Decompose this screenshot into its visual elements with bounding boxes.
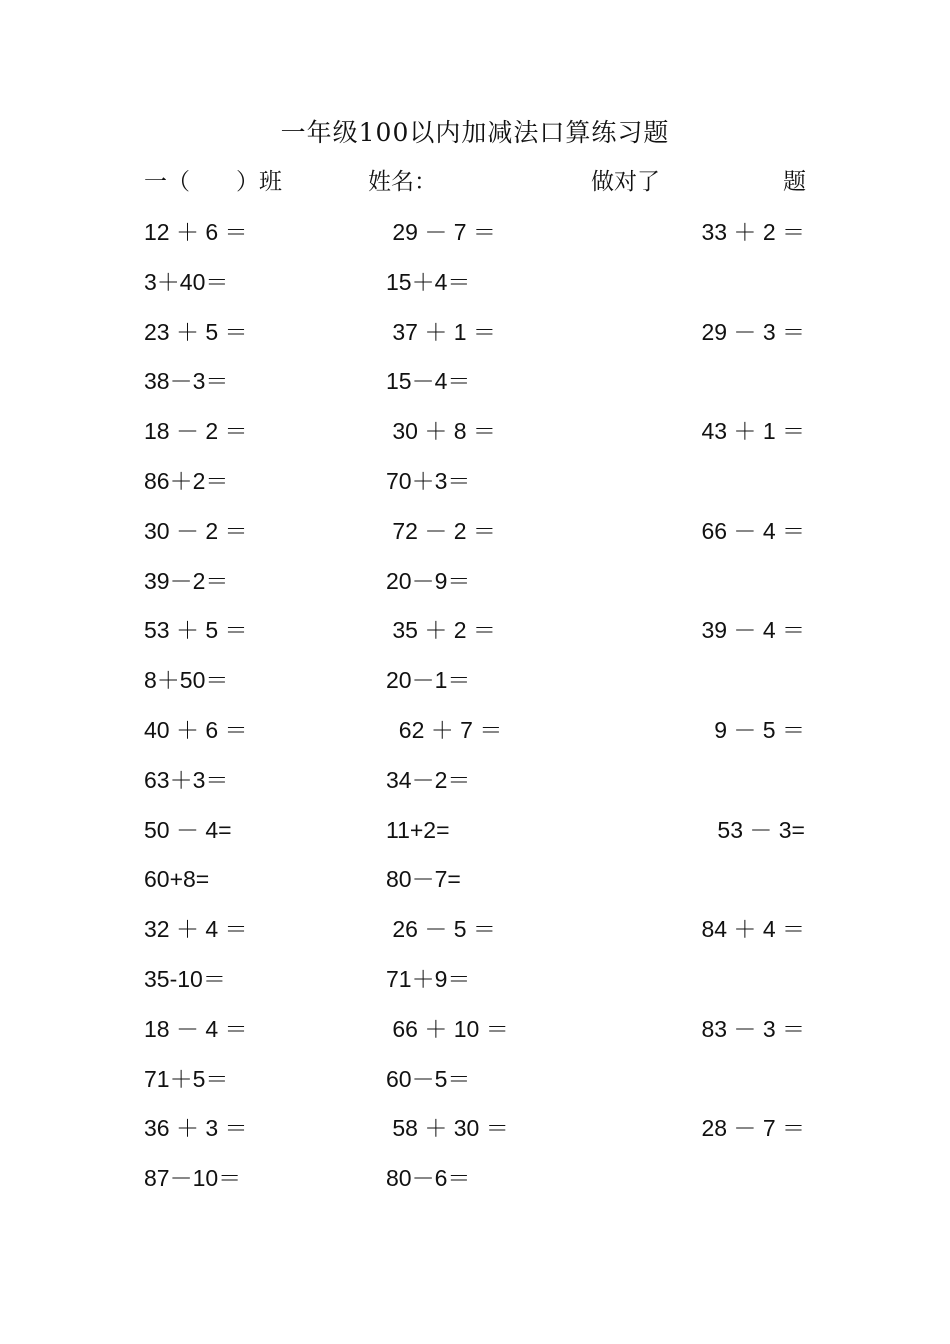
problem-c1: 30 － 2 ＝ (144, 518, 248, 544)
problem-c3: 43 ＋ 1 ＝ (701, 418, 805, 444)
problem-c1: 38－3＝ (144, 368, 229, 394)
problem-c2: 72 － 2 ＝ (386, 518, 496, 544)
problem-c3: 66 － 4 ＝ (701, 518, 805, 544)
problem-c3: 83 － 3 ＝ (701, 1016, 805, 1042)
worksheet-title: 一年级100以内加减法口算练习题 (280, 118, 670, 147)
problem-c1: 23 ＋ 5 ＝ (144, 319, 248, 345)
problem-c2: 35 ＋ 2 ＝ (386, 617, 496, 643)
problem-c3: 39 － 4 ＝ (701, 617, 805, 643)
problem-c1: 35-10＝ (144, 966, 226, 992)
problem-c2: 20－9＝ (386, 568, 471, 594)
class-label: 一（ ）班 (144, 169, 282, 195)
problem-c1: 12 ＋ 6 ＝ (144, 219, 248, 245)
problem-c1: 39－2＝ (144, 568, 229, 594)
problem-c2: 29 － 7 ＝ (386, 219, 496, 245)
problem-c1: 8＋50＝ (144, 667, 229, 693)
problem-c1: 36 ＋ 3 ＝ (144, 1115, 248, 1141)
problem-c2: 62 ＋ 7 ＝ (386, 717, 503, 743)
problem-c1: 60+8= (144, 866, 210, 892)
problem-c2: 66 ＋ 10 ＝ (386, 1016, 509, 1042)
problem-c2: 11+2= (386, 817, 450, 843)
problem-c2: 15－4＝ (386, 368, 471, 394)
problem-c3: 84 ＋ 4 ＝ (701, 916, 805, 942)
problem-c2: 60－5＝ (386, 1066, 471, 1092)
correct-count-label: 做对了 (591, 169, 660, 195)
problem-c2: 20－1＝ (386, 667, 471, 693)
problem-c1: 3＋40＝ (144, 269, 229, 295)
questions-label: 题 (783, 169, 806, 195)
problem-c1: 87－10＝ (144, 1165, 242, 1191)
problem-c3: 29 － 3 ＝ (701, 319, 805, 345)
problem-c3: 9 － 5 ＝ (714, 717, 805, 743)
problem-c2: 70＋3＝ (386, 468, 471, 494)
problem-c2: 80－7= (386, 866, 461, 892)
problem-c1: 32 ＋ 4 ＝ (144, 916, 248, 942)
problem-c2: 58 ＋ 30 ＝ (386, 1115, 509, 1141)
problem-c2: 37 ＋ 1 ＝ (386, 319, 496, 345)
problem-c1: 86＋2＝ (144, 468, 229, 494)
problem-c3: 28 － 7 ＝ (701, 1115, 805, 1141)
problem-c2: 80－6＝ (386, 1165, 471, 1191)
problem-c1: 71＋5＝ (144, 1066, 229, 1092)
problem-c2: 71＋9＝ (386, 966, 471, 992)
problem-c2: 15＋4＝ (386, 269, 471, 295)
problem-c3: 53 － 3= (717, 817, 805, 843)
problem-c1: 63＋3＝ (144, 767, 229, 793)
problem-c1: 18 － 4 ＝ (144, 1016, 248, 1042)
problem-c1: 50 － 4= (144, 817, 232, 843)
problem-c1: 18 － 2 ＝ (144, 418, 248, 444)
problem-c2: 26 － 5 ＝ (386, 916, 496, 942)
problem-c3: 33 ＋ 2 ＝ (701, 219, 805, 245)
name-label: 姓名： (368, 169, 437, 195)
problem-c2: 34－2＝ (386, 767, 471, 793)
problem-c2: 30 ＋ 8 ＝ (386, 418, 496, 444)
problem-c1: 40 ＋ 6 ＝ (144, 717, 248, 743)
problem-c1: 53 ＋ 5 ＝ (144, 617, 248, 643)
